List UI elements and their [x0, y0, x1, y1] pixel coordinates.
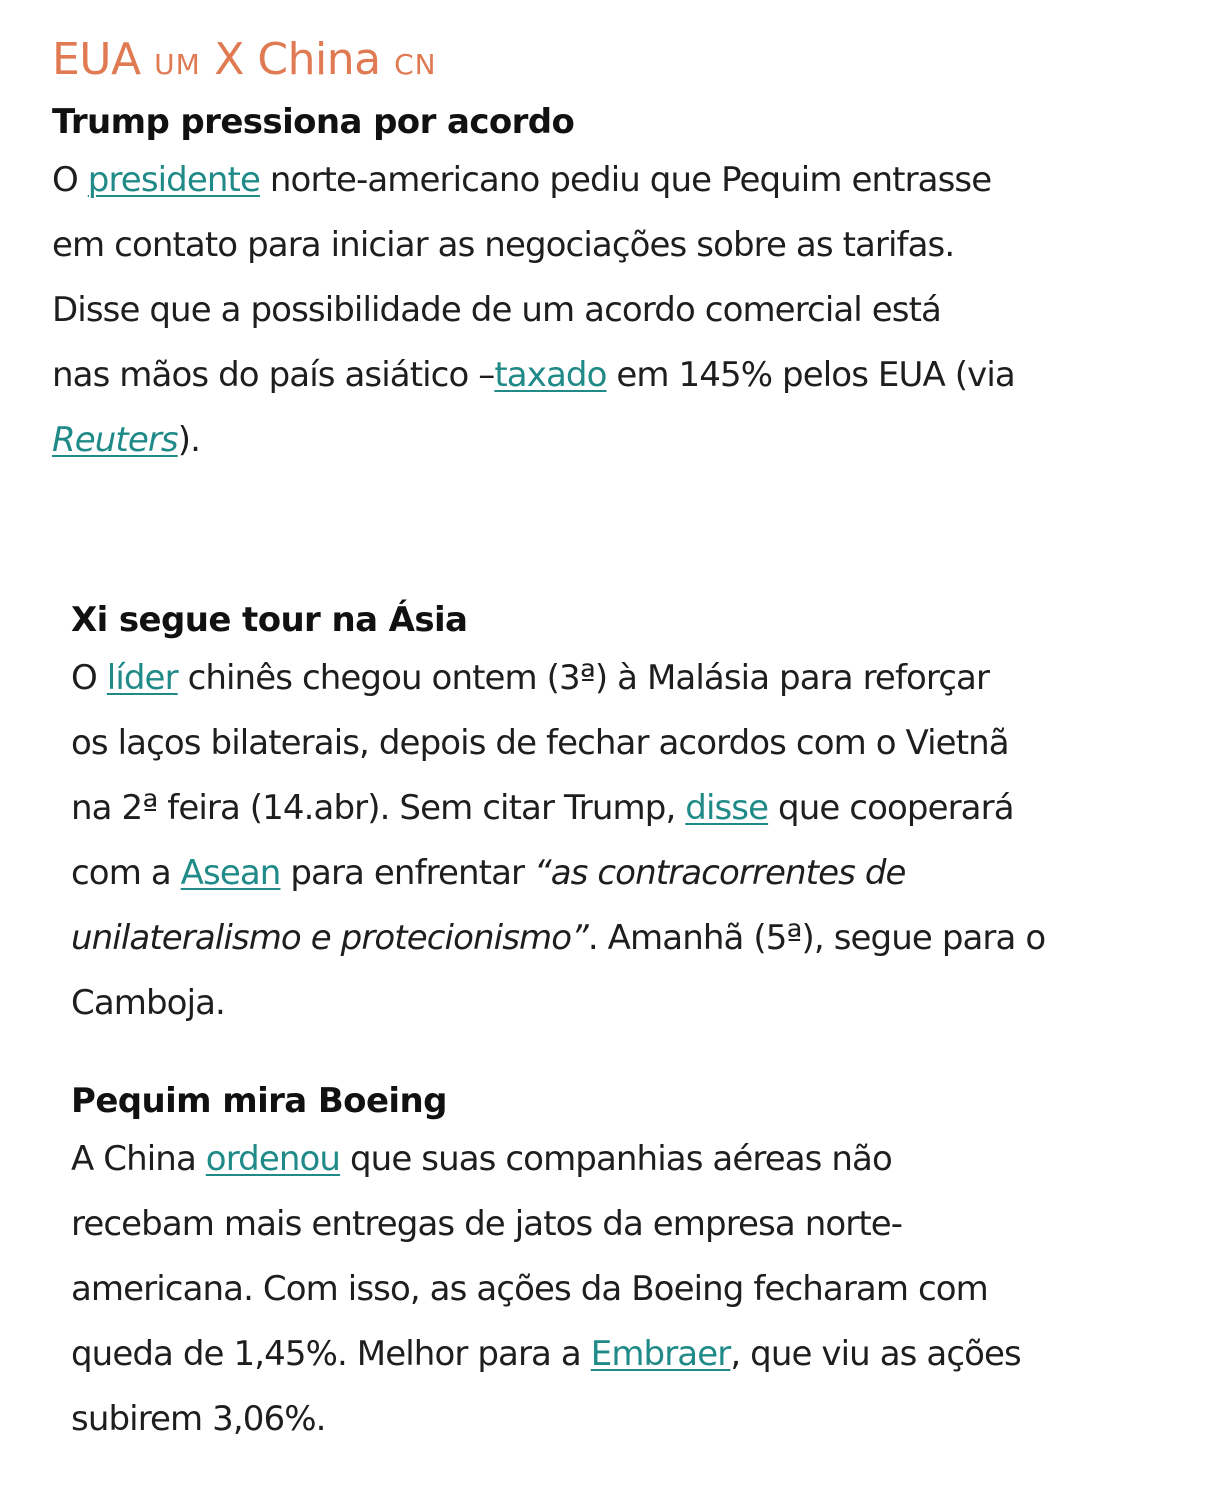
body-line	[71, 1127, 1181, 1192]
text-segment: chinês chegou ontem (3ª) à Malásia para reforçar	[177, 658, 990, 698]
news-item-xi	[71, 594, 1181, 1036]
news-item-heading: Xi segue tour na Ásia	[71, 600, 468, 640]
body-line: Disse que a possibilidade de um acordo comercial está	[52, 290, 941, 330]
section-title-separator: X China	[200, 34, 395, 85]
text-segment: . Amanhã (5ª), segue para o	[587, 918, 1046, 958]
text-segment: em 145% pelos EUA (via	[606, 355, 1015, 395]
text-segment: , que viu as ações	[730, 1334, 1021, 1374]
quote-segment: unilateralismo e protecionismo”	[71, 918, 588, 958]
country-code-us: UM	[154, 48, 201, 81]
news-item-body	[52, 148, 1162, 473]
text-segment: queda de 1,45%. Melhor para a	[71, 1334, 591, 1374]
text-segment: A China	[71, 1139, 206, 1179]
body-line	[71, 906, 1181, 971]
news-item-body	[71, 1127, 1181, 1452]
news-item-heading: Pequim mira Boeing	[71, 1081, 447, 1121]
link-lider[interactable]: líder	[106, 658, 178, 698]
body-line: americana. Com isso, as ações da Boeing fecharam com	[71, 1269, 988, 1309]
text-segment: nas mãos do país asiático –	[52, 355, 495, 395]
body-line	[71, 646, 1181, 711]
link-taxado[interactable]: taxado	[494, 355, 607, 395]
body-line	[52, 148, 1162, 213]
text-segment: com a	[71, 853, 181, 893]
link-ordenou[interactable]: ordenou	[205, 1139, 341, 1179]
body-line: subirem 3,06%.	[71, 1399, 326, 1439]
link-reuters[interactable]: Reuters	[52, 420, 178, 460]
body-line: em contato para iniciar as negociações sobre as tarifas.	[52, 225, 955, 265]
news-item-body	[71, 646, 1181, 1036]
news-item-trump	[52, 96, 1162, 473]
country-code-cn: CN	[394, 48, 437, 81]
news-item-boeing	[71, 1075, 1181, 1452]
link-disse[interactable]: disse	[685, 788, 769, 828]
text-segment: que suas companhias aéreas não	[340, 1139, 892, 1179]
section-title-main: EUA	[52, 34, 141, 85]
body-line	[71, 841, 1181, 906]
text-segment: ).	[177, 420, 201, 460]
text-segment: para enfrentar	[280, 853, 534, 893]
news-item-heading: Trump pressiona por acordo	[52, 102, 575, 142]
body-line	[52, 343, 1162, 408]
body-line: os laços bilaterais, depois de fechar acordos com o Vietnã	[71, 723, 1009, 763]
quote-segment: “as contracorrentes de	[534, 853, 906, 893]
text-segment: que cooperará	[768, 788, 1014, 828]
text-segment: norte-americano pediu que Pequim entrasse	[259, 160, 992, 200]
body-line: Camboja.	[71, 983, 225, 1023]
body-line: recebam mais entregas de jatos da empresa norte-	[71, 1204, 903, 1244]
body-line	[71, 776, 1181, 841]
section-title	[52, 30, 437, 95]
text-segment: na 2ª feira (14.abr). Sem citar Trump,	[71, 788, 686, 828]
link-asean[interactable]: Asean	[180, 853, 281, 893]
text-segment: O	[52, 160, 88, 200]
link-presidente[interactable]: presidente	[87, 160, 260, 200]
body-line	[71, 1322, 1181, 1387]
body-line	[52, 408, 1162, 473]
link-embraer[interactable]: Embraer	[590, 1334, 731, 1374]
text-segment: O	[71, 658, 107, 698]
